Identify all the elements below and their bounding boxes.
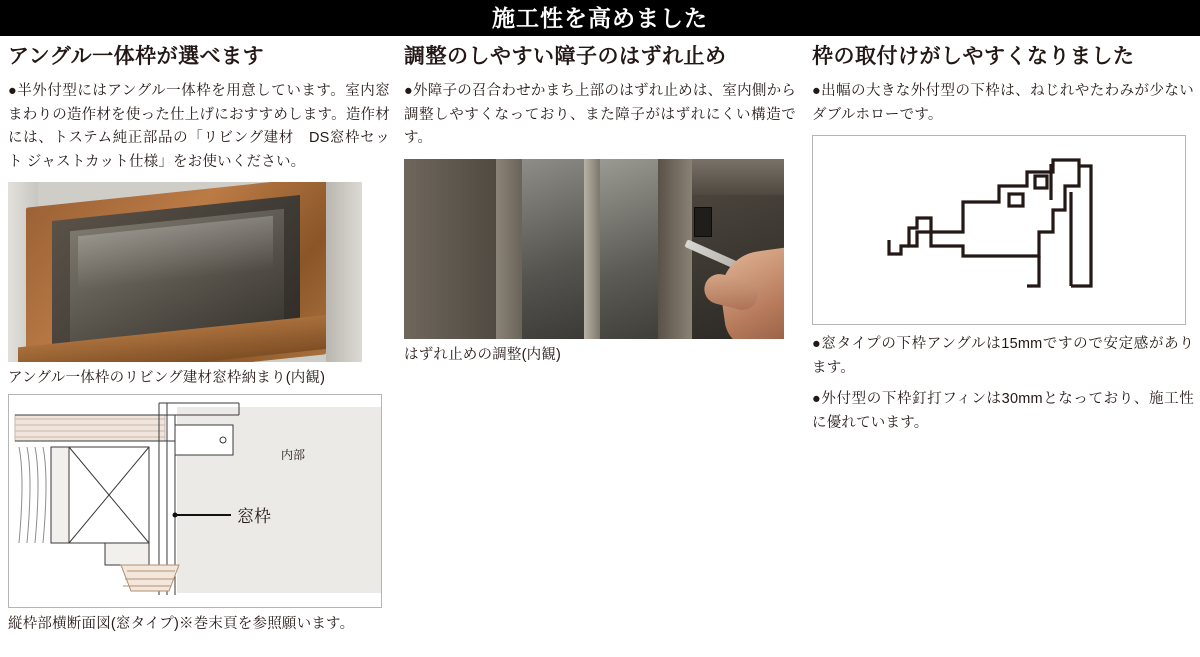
- column-3-note-2: ●外付型の下枠釘打フィンは30mmとなっており、施工性に優れています。: [812, 391, 1194, 431]
- page-banner: [0, 0, 1200, 36]
- column-frame-mounting: [812, 44, 1194, 443]
- column-3-heading: 枠の取付けがしやすくなりました: [812, 45, 1135, 68]
- photo-sash-stile-left: [496, 159, 522, 339]
- column-2-photo-caption: はずれ止めの調整(内観): [404, 346, 562, 363]
- photo-mullion: [584, 159, 600, 339]
- column-2-body: ●外障子の召合わせかまち上部のはずれ止めは、室内側から調整しやすくなっており、また障子がはずれにくい構造です。: [404, 83, 796, 147]
- photo-sash-panel-left: [404, 159, 496, 339]
- column-1-heading: アングル一体枠が選べます: [8, 45, 265, 68]
- column-3-body: ●出幅の大きな外付型の下枠は、ねじれやたわみが少ないダブルホローです。: [812, 83, 1194, 123]
- banner-title: 施工性を高めました: [492, 4, 708, 31]
- column-2-heading: 調整のしやすい障子のはずれ止め: [404, 45, 727, 68]
- column-1-body: ●半外付型にはアングル一体枠を用意しています。室内窓まわりの造作材を使った仕上げにおすすめします。造作材には、トステム純正部品の「リビング建材 DS窓枠セット ジャストカット仕様」をお使いください。: [8, 83, 390, 170]
- diagram-label-window-frame: 窓枠: [237, 506, 271, 526]
- column-stopper-adjust: [404, 44, 796, 370]
- photo-angle-frame-install: [8, 182, 362, 362]
- photo-glass-left: [522, 159, 584, 339]
- photo-stopper-adjustment: [404, 159, 784, 339]
- photo-wall-right: [326, 182, 362, 362]
- column-1-diagram-caption: 縦枠部横断面図(窓タイプ)※巻末頁を参照願います。: [8, 615, 355, 632]
- column-1-photo-caption: アングル一体枠のリビング建材窓枠納まり(内観): [8, 370, 326, 387]
- photo-head-rail: [692, 159, 784, 195]
- photo-glass-right: [600, 159, 658, 339]
- diagram-label-interior: 内部: [281, 447, 306, 462]
- column-angle-frame: [8, 44, 390, 640]
- photo-meeting-stile: [658, 159, 692, 339]
- diagram-double-hollow-svg: [813, 136, 1185, 324]
- photo-stopper-part: [694, 207, 712, 237]
- diagram-vertical-section-svg: [9, 395, 381, 607]
- column-3-notes: [812, 333, 1194, 435]
- diagram-vertical-section: [8, 394, 382, 608]
- column-3-note-1: ●窓タイプの下枠アングルは15mmですので安定感があります。: [812, 336, 1194, 376]
- diagram-double-hollow-sill: [812, 135, 1186, 325]
